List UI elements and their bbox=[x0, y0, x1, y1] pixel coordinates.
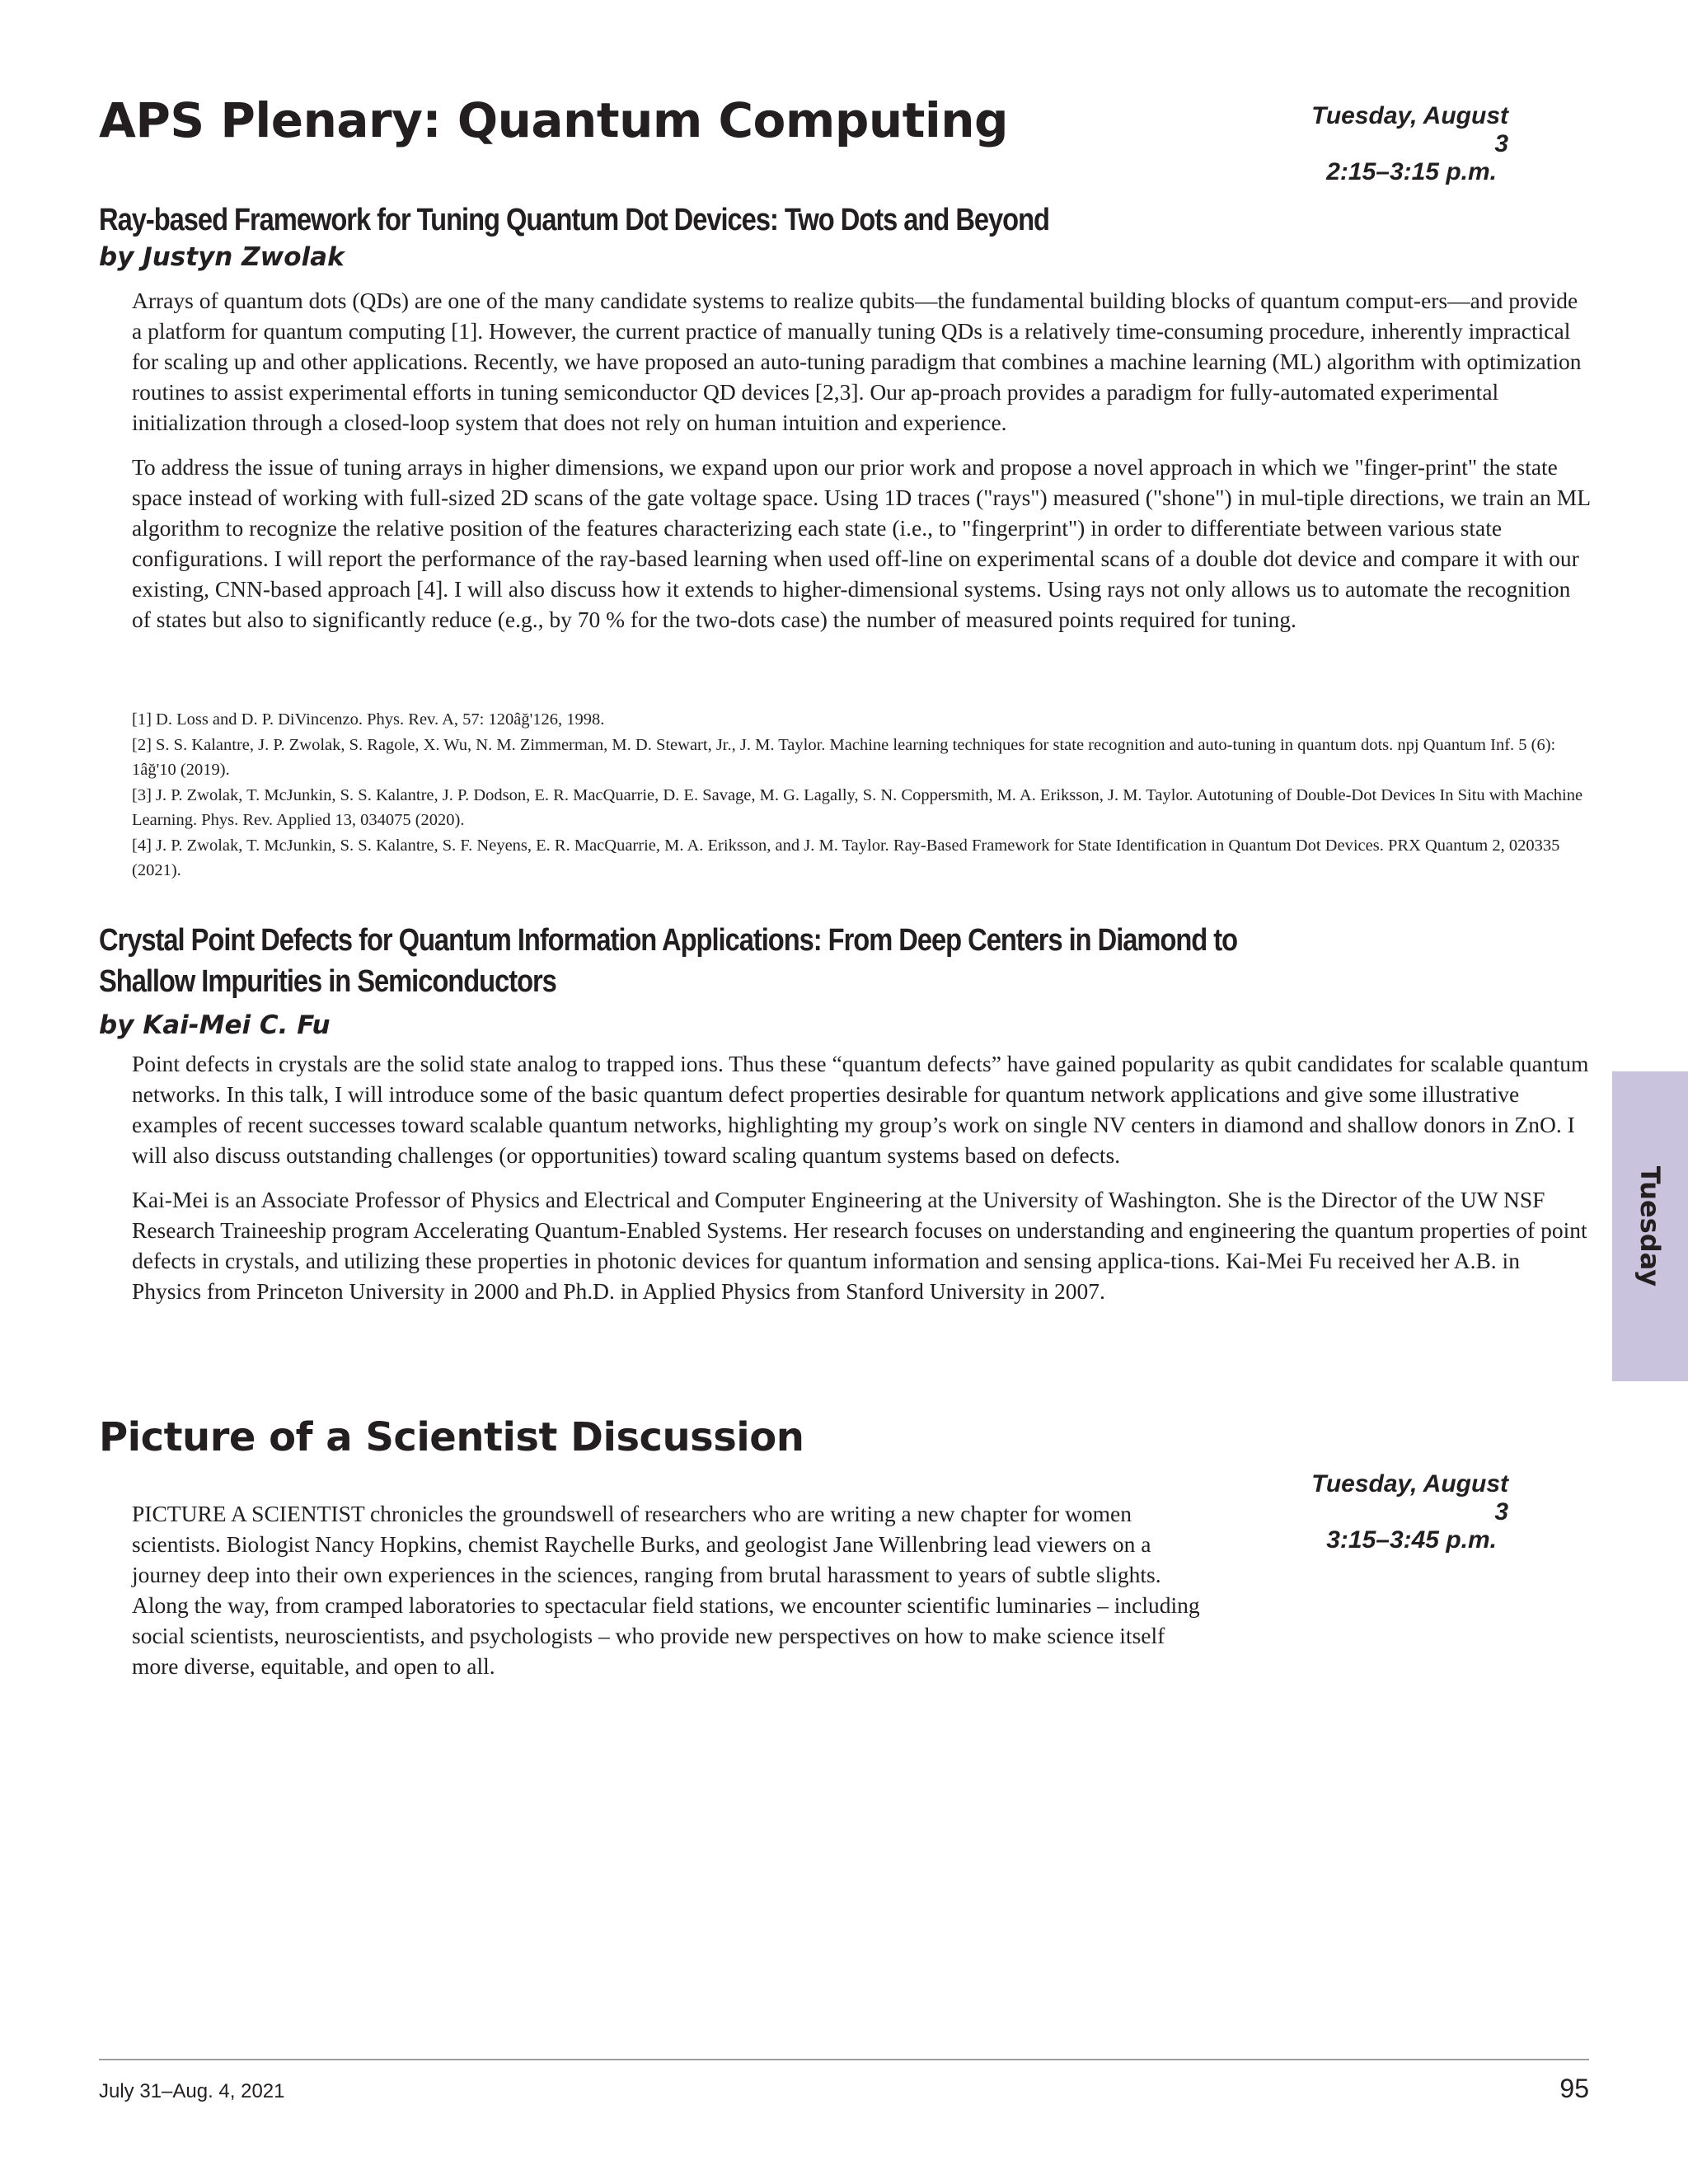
talk-abstract-crystal-defects bbox=[132, 1048, 1591, 1320]
talk-title-ray-based: Ray-based Framework for Tuning Quantum Dot Devices: Two Dots and Beyond bbox=[99, 203, 1049, 237]
session-date: Tuesday, August 3 bbox=[1311, 102, 1508, 157]
talk-abstract-ray-based bbox=[132, 285, 1591, 649]
section-title-aps-plenary: APS Plenary: Quantum Computing bbox=[99, 92, 1009, 148]
reference-item: [3] J. P. Zwolak, T. McJunkin, S. S. Kalantre, J. P. Dodson, E. R. MacQuarrie, D. E. Savage, M. G. Lagally, S. N. Coppersmith, M. A. Eriksson, J. M. Taylor. Autotuning of Double-Dot Devices In Situ with Machine Learning. Phys. Rev. Applied 13, 034075 (2020). bbox=[132, 785, 1583, 829]
discussion-description bbox=[132, 1498, 1212, 1695]
session-time: 3:15–3:45 p.m. bbox=[1326, 1526, 1497, 1554]
abstract-paragraph: Kai-Mei is an Associate Professor of Physics and Electrical and Computer Engineering at the University of Washington. She is the Director of the UW NSF Research Traineeship program Accelerating Quantum-Enabled Systems. Her research focuses on understanding and engineering the quantum properties of point defects in crystals, and utilizing these properties in photonic devices for quantum information and sensing applica-tions. Kai-Mei Fu received her A.B. in Physics from Princeton University in 2000 and Ph.D. in Applied Physics from Stanford University in 2007. bbox=[132, 1187, 1587, 1304]
abstract-paragraph: Arrays of quantum dots (QDs) are one of the many candidate systems to realize qubits—the fundamental building blocks of quantum comput-ers—and provide a platform for quantum computing [1]. However, the current practice of manually tuning QDs is a relatively time-consuming procedure, inherently impractical for scaling up and other applications. Recently, we have proposed an auto-tuning paradigm that combines a machine learning (ML) algorithm with optimization routines to assist experimental efforts in tuning semiconductor QD devices [2,3]. Our ap-proach provides a paradigm for fully-automated experimental initialization through a closed-loop system that does not rely on human intuition and experience. bbox=[132, 288, 1582, 435]
discussion-paragraph: PICTURE A SCIENTIST chronicles the groundswell of researchers who are writing a new chapter for women scientists. Biologist Nancy Hopkins, chemist Raychelle Burks, and geologist Jane Willenbring lead viewers on a journey deep into their own experiences in the sciences, ranging from brutal harassment to years of subtle slights. Along the way, from cramped laboratories to spectacular field stations, we encounter scientific luminaries – including social scientists, neuroscientists, and psychologists – who provide new perspectives on how to make science itself more diverse, equitable, and open to all. bbox=[132, 1501, 1200, 1679]
reference-item: [4] J. P. Zwolak, T. McJunkin, S. S. Kalantre, S. F. Neyens, E. R. MacQuarrie, M. A. Eriksson, and J. M. Taylor. Ray-Based Framework for State Identification in Quantum Dot Devices. PRX Quantum 2, 020335 (2021). bbox=[132, 836, 1560, 879]
abstract-paragraph: Point defects in crystals are the solid state analog to trapped ions. Thus these “quantum defects” have gained popularity as qubit candidates for scalable quantum networks. In this talk, I will introduce some of the basic quantum defect properties desirable for quantum network applications and give some illustrative examples of recent successes toward scalable quantum networks, highlighting my group’s work on single NV centers in diamond and shallow donors in ZnO. I will also discuss outstanding challenges (or opportunities) toward scaling quantum systems based on defects. bbox=[132, 1051, 1589, 1168]
talk-title-crystal-defects bbox=[99, 920, 1375, 1002]
session-date: Tuesday, August 3 bbox=[1311, 1470, 1508, 1526]
footer-divider bbox=[99, 2059, 1589, 2060]
talk-title-line: Crystal Point Defects for Quantum Information Applications: From Deep Centers in Diamond to bbox=[99, 923, 1238, 958]
page-number: 95 bbox=[1559, 2074, 1589, 2103]
reference-item: [2] S. S. Kalantre, J. P. Zwolak, S. Ragole, X. Wu, N. M. Zimmerman, M. D. Stewart, Jr., J. M. Taylor. Machine learning techniques for state recognition and auto-tuning in quantum dots. npj Quantum Inf. 5 (6): 1âğ'10 (2019). bbox=[132, 735, 1556, 779]
session-time: 2:15–3:15 p.m. bbox=[1326, 158, 1497, 185]
abstract-paragraph: To address the issue of tuning arrays in higher dimensions, we expand upon our prior work and propose a novel approach in which we "finger-print" the state space instead of working with full-sized 2D scans of the gate voltage space. Using 1D traces ("rays") measured ("shone") in mul-tiple directions, we train an ML algorithm to recognize the relative position of the features characterizing each state (i.e., to "fingerprint") in order to differentiate between various state configurations. I will report the performance of the ray-based learning when used off-line on experimental scans of a double dot device and compare it with our existing, CNN-based approach [4]. I will also discuss how it extends to higher-dimensional systems. Using rays not only allows us to automate the recognition of states but also to significantly reduce (e.g., by 70 % for the two-dots case) the number of measured points required for tuning. bbox=[132, 454, 1590, 632]
speaker-fu: by Kai-Mei C. Fu bbox=[99, 1010, 331, 1040]
section-title-picture-scientist: Picture of a Scientist Discussion bbox=[99, 1414, 804, 1460]
day-tab-label: Tuesday bbox=[1634, 1165, 1666, 1287]
talk-title-line: Shallow Impurities in Semiconductors bbox=[99, 964, 556, 999]
footer-dates: July 31–Aug. 4, 2021 bbox=[99, 2080, 285, 2102]
reference-item: [1] D. Loss and D. P. DiVincenzo. Phys. Rev. A, 57: 120âğ'126, 1998. bbox=[132, 710, 605, 729]
session-datetime-1 bbox=[1294, 102, 1508, 186]
reference-list bbox=[132, 707, 1591, 883]
speaker-zwolak: by Justyn Zwolak bbox=[99, 242, 345, 272]
session-datetime-2 bbox=[1294, 1470, 1508, 1554]
day-tab-tuesday bbox=[1612, 1071, 1688, 1381]
